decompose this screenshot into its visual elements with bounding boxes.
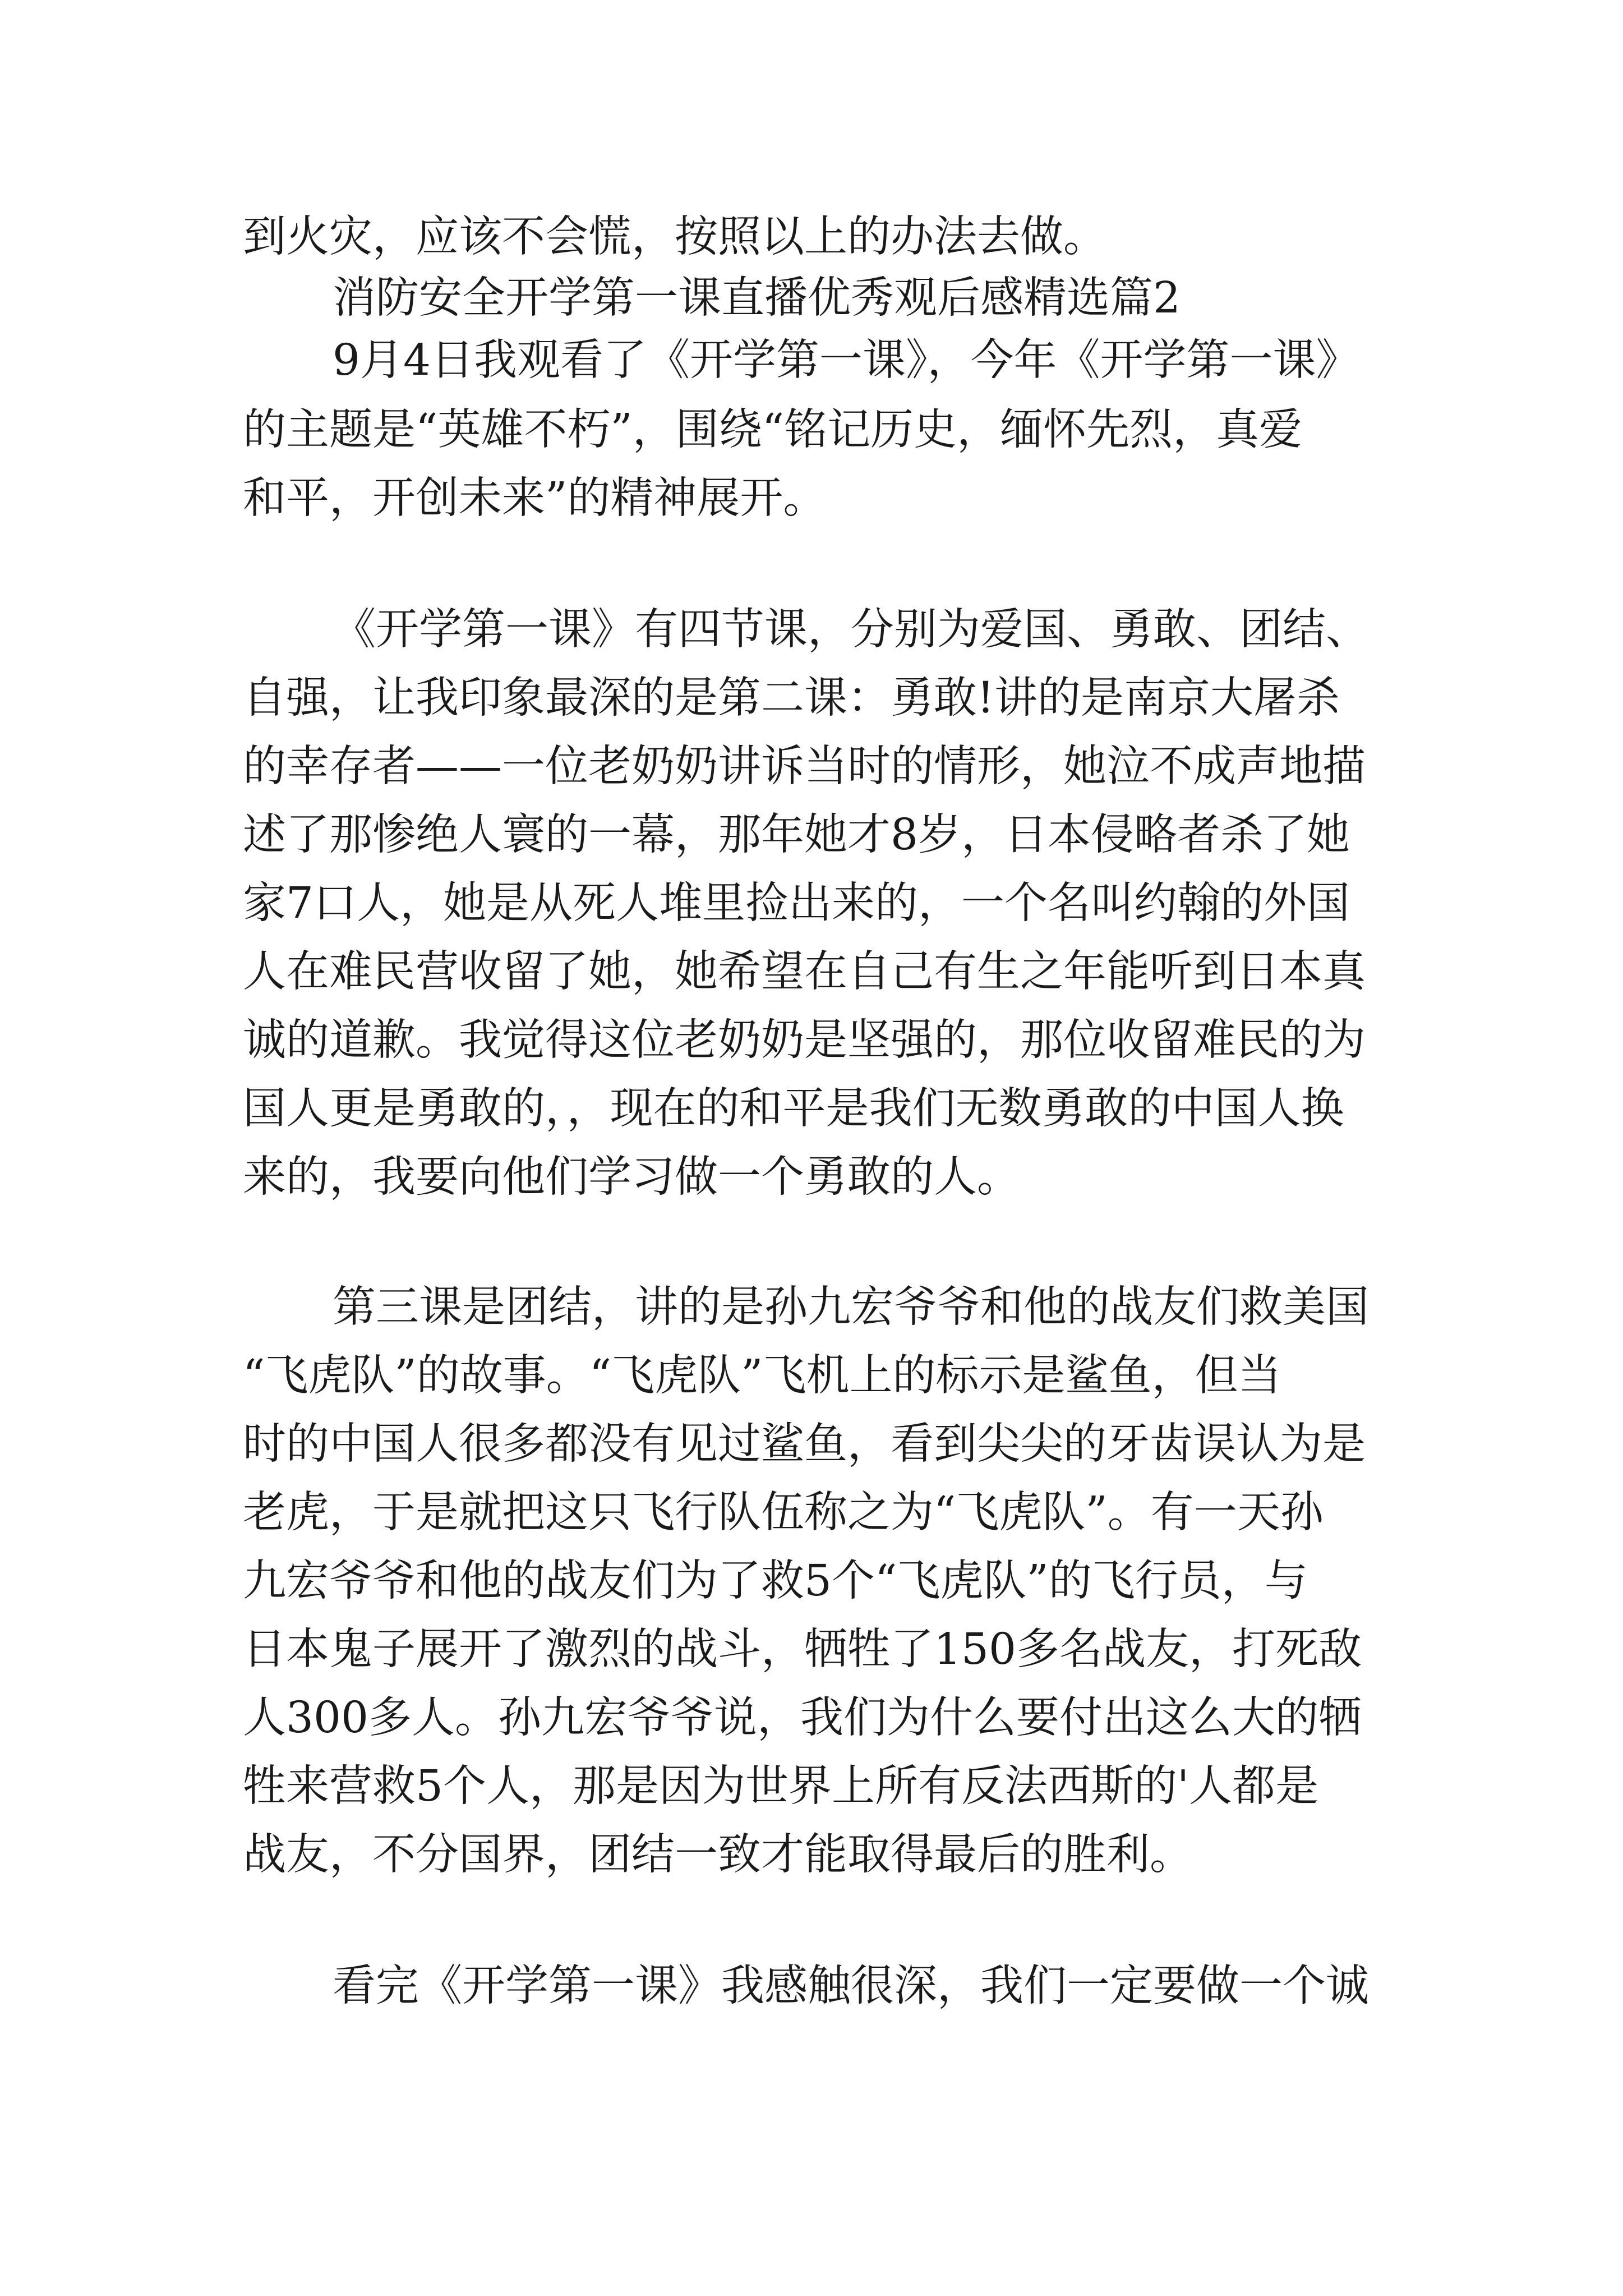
section-heading: 消防安全开学第一课直播优秀观后感精选篇2 bbox=[333, 273, 1181, 323]
text-line: 家7口人，她是从死人堆里捡出来的，一个名叫约翰的外国 bbox=[243, 878, 1350, 928]
text-line: 人300多人。孙九宏爷爷说，我们为什么要付出这么大的牺 bbox=[243, 1693, 1362, 1743]
text-line: 牲来营救5个人，那是因为世界上所有反法西斯的'人都是 bbox=[243, 1761, 1319, 1811]
text-line: “飞虎队”的故事。“飞虎队”飞机上的标示是鲨鱼，但当 bbox=[243, 1351, 1281, 1401]
text-line: 战友，不分国界，团结一致才能取得最后的胜利。 bbox=[243, 1830, 1193, 1880]
text-line: 人在难民营收留了她，她希望在自己有生之年能听到日本真 bbox=[243, 947, 1366, 997]
text-line: 时的中国人很多都没有见过鲨鱼，看到尖尖的牙齿误认为是 bbox=[243, 1419, 1366, 1469]
text-line: 述了那惨绝人寰的一幕，那年她才8岁，日本侵略者杀了她 bbox=[243, 810, 1350, 860]
text-line: 看完《开学第一课》我感触很深，我们一定要做一个诚 bbox=[333, 1961, 1369, 2011]
text-line: 九宏爷爷和他的战友们为了救5个“飞虎队”的飞行员，与 bbox=[243, 1556, 1308, 1606]
text-line: 诚的道歉。我觉得这位老奶奶是坚强的，那位收留难民的为 bbox=[243, 1015, 1366, 1065]
text-line: 老虎，于是就把这只飞行队伍称之为“飞虎队”。有一天孙 bbox=[243, 1488, 1324, 1538]
text-line: 和平，开创未来”的精神展开。 bbox=[243, 473, 827, 523]
text-line: 《开学第一课》有四节课，分别为爱国、勇敢、团结、 bbox=[333, 605, 1369, 655]
text-line: 来的，我要向他们学习做一个勇敢的人。 bbox=[243, 1152, 1020, 1202]
text-line: 日本鬼子展开了激烈的战斗，牺牲了150多名战友，打死敌 bbox=[243, 1625, 1362, 1674]
text-line: 的幸存者——一位老奶奶讲诉当时的情形，她泣不成声地描 bbox=[243, 742, 1366, 792]
text-line: 9月4日我观看了《开学第一课》，今年《开学第一课》 bbox=[333, 335, 1359, 385]
text-line: 自强，让我印象最深的是第二课：勇敢!讲的是南京大屠杀 bbox=[243, 673, 1340, 723]
text-line: 的主题是“英雄不朽”，围绕“铭记历史，缅怀先烈，真爱 bbox=[243, 405, 1303, 455]
text-line: 到火灾，应该不会慌，按照以上的办法去做。 bbox=[243, 212, 1106, 262]
text-line: 国人更是勇敢的，，现在的和平是我们无数勇敢的中国人换 bbox=[243, 1084, 1344, 1134]
text-line: 第三课是团结，讲的是孙九宏爷爷和他的战友们救美国 bbox=[333, 1282, 1369, 1332]
